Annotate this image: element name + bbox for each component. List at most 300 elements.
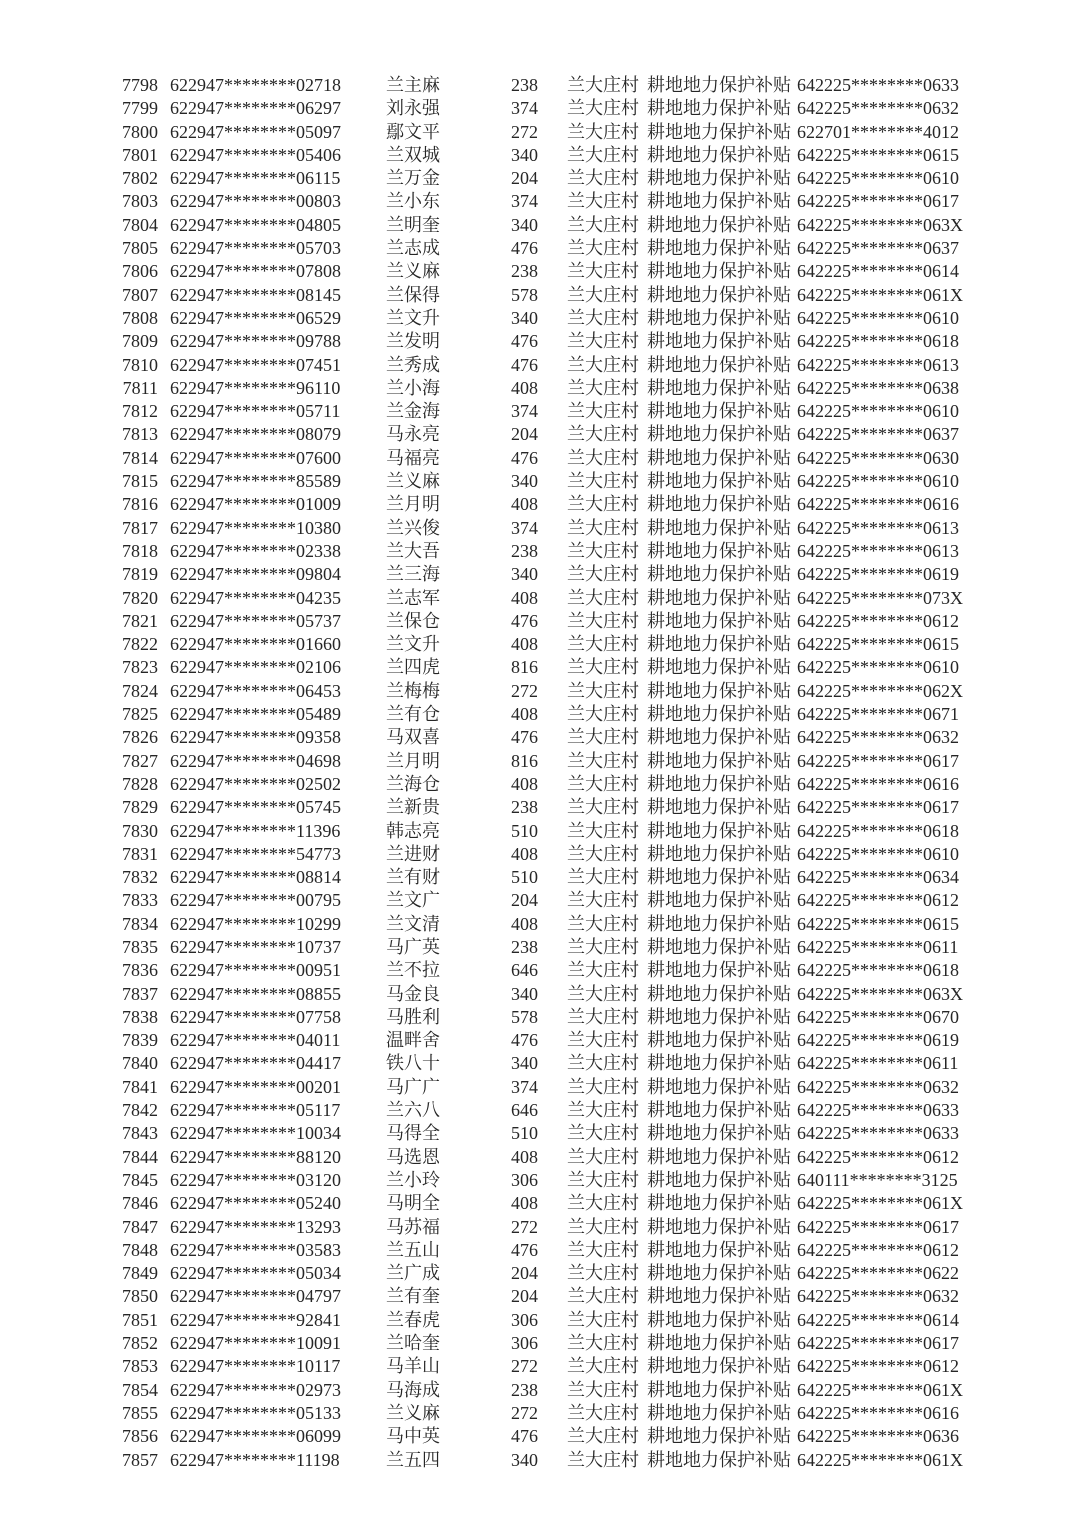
cell-person-name: 韩志亮 <box>386 820 440 841</box>
cell-person-name: 兰五山 <box>386 1239 440 1260</box>
cell-person-name: 兰小海 <box>386 377 440 398</box>
table-row <box>0 1216 1074 1239</box>
cell-subsidy-type: 耕地地力保护补贴 <box>647 1123 791 1144</box>
cell-bank-account: 642225********0619 <box>797 1030 959 1051</box>
cell-person-name: 兰有财 <box>386 867 440 888</box>
cell-person-name: 兰义麻 <box>386 261 440 282</box>
cell-person-name: 兰保得 <box>386 284 440 305</box>
cell-bank-account: 642225********0634 <box>797 867 959 888</box>
cell-village: 兰大庄村 <box>567 564 639 585</box>
cell-serial-number: 7828 <box>122 773 158 794</box>
table-row <box>0 913 1074 936</box>
cell-amount: 578 <box>511 1006 538 1027</box>
cell-amount: 374 <box>511 98 538 119</box>
cell-village: 兰大庄村 <box>567 354 639 375</box>
cell-id-number: 622947********02106 <box>170 657 341 678</box>
table-row <box>0 703 1074 726</box>
cell-subsidy-type: 耕地地力保护补贴 <box>647 843 791 864</box>
cell-subsidy-type: 耕地地力保护补贴 <box>647 377 791 398</box>
cell-subsidy-type: 耕地地力保护补贴 <box>647 307 791 328</box>
cell-bank-account: 642225********061X <box>797 1379 963 1400</box>
cell-id-number: 622947********92841 <box>170 1309 341 1330</box>
cell-subsidy-type: 耕地地力保护补贴 <box>647 1216 791 1237</box>
cell-subsidy-type: 耕地地力保护补贴 <box>647 447 791 468</box>
cell-bank-account: 642225********0632 <box>797 1076 959 1097</box>
cell-bank-account: 642225********0611 <box>797 1053 959 1074</box>
cell-amount: 238 <box>511 261 538 282</box>
cell-subsidy-type: 耕地地力保护补贴 <box>647 540 791 561</box>
cell-village: 兰大庄村 <box>567 191 639 212</box>
table-row <box>0 1146 1074 1169</box>
cell-village: 兰大庄村 <box>567 377 639 398</box>
cell-person-name: 兰六八 <box>386 1100 440 1121</box>
cell-subsidy-type: 耕地地力保护补贴 <box>647 1169 791 1190</box>
table-row <box>0 284 1074 307</box>
cell-bank-account: 640111********3125 <box>797 1169 958 1190</box>
cell-subsidy-type: 耕地地力保护补贴 <box>647 1193 791 1214</box>
cell-id-number: 622947********09358 <box>170 727 341 748</box>
cell-person-name: 兰哈奎 <box>386 1333 440 1354</box>
cell-person-name: 马羊山 <box>386 1356 440 1377</box>
table-row <box>0 633 1074 656</box>
cell-id-number: 622947********07758 <box>170 1006 341 1027</box>
cell-id-number: 622947********54773 <box>170 843 341 864</box>
cell-village: 兰大庄村 <box>567 517 639 538</box>
cell-id-number: 622947********03583 <box>170 1239 341 1260</box>
cell-amount: 340 <box>511 307 538 328</box>
cell-id-number: 622947********88120 <box>170 1146 341 1167</box>
cell-amount: 476 <box>511 1030 538 1051</box>
cell-village: 兰大庄村 <box>567 680 639 701</box>
cell-serial-number: 7803 <box>122 191 158 212</box>
cell-amount: 476 <box>511 727 538 748</box>
cell-serial-number: 7805 <box>122 238 158 259</box>
cell-person-name: 兰志成 <box>386 238 440 259</box>
cell-person-name: 铁八十 <box>386 1053 440 1074</box>
cell-bank-account: 642225********0615 <box>797 913 959 934</box>
cell-amount: 476 <box>511 1426 538 1447</box>
cell-village: 兰大庄村 <box>567 168 639 189</box>
cell-amount: 238 <box>511 797 538 818</box>
cell-bank-account: 642225********0632 <box>797 1286 959 1307</box>
cell-bank-account: 642225********061X <box>797 1193 963 1214</box>
cell-serial-number: 7825 <box>122 704 158 725</box>
cell-amount: 272 <box>511 680 538 701</box>
table-row <box>0 377 1074 400</box>
cell-person-name: 兰海仓 <box>386 773 440 794</box>
cell-person-name: 马胜利 <box>386 1006 440 1027</box>
cell-village: 兰大庄村 <box>567 144 639 165</box>
cell-village: 兰大庄村 <box>567 773 639 794</box>
table-row <box>0 889 1074 912</box>
cell-serial-number: 7800 <box>122 121 158 142</box>
cell-amount: 272 <box>511 1356 538 1377</box>
cell-village: 兰大庄村 <box>567 890 639 911</box>
cell-id-number: 622947********05703 <box>170 238 341 259</box>
cell-id-number: 622947********04011 <box>170 1030 341 1051</box>
cell-village: 兰大庄村 <box>567 1193 639 1214</box>
cell-village: 兰大庄村 <box>567 1239 639 1260</box>
cell-serial-number: 7817 <box>122 517 158 538</box>
cell-serial-number: 7813 <box>122 424 158 445</box>
cell-subsidy-type: 耕地地力保护补贴 <box>647 214 791 235</box>
cell-subsidy-type: 耕地地力保护补贴 <box>647 1263 791 1284</box>
table-row <box>0 750 1074 773</box>
cell-subsidy-type: 耕地地力保护补贴 <box>647 890 791 911</box>
cell-bank-account: 642225********0610 <box>797 843 959 864</box>
cell-bank-account: 642225********0617 <box>797 1333 959 1354</box>
table-row <box>0 1425 1074 1448</box>
table-row <box>0 400 1074 423</box>
cell-person-name: 兰月明 <box>386 750 440 771</box>
cell-village: 兰大庄村 <box>567 331 639 352</box>
cell-village: 兰大庄村 <box>567 1100 639 1121</box>
cell-village: 兰大庄村 <box>567 1286 639 1307</box>
cell-amount: 476 <box>511 354 538 375</box>
cell-village: 兰大庄村 <box>567 1379 639 1400</box>
cell-village: 兰大庄村 <box>567 610 639 631</box>
cell-bank-account: 642225********063X <box>797 983 963 1004</box>
cell-person-name: 兰小玲 <box>386 1169 440 1190</box>
table-row <box>0 1076 1074 1099</box>
table-row <box>0 726 1074 749</box>
cell-amount: 374 <box>511 401 538 422</box>
table-row <box>0 74 1074 97</box>
cell-person-name: 兰不拉 <box>386 960 440 981</box>
cell-person-name: 马得全 <box>386 1123 440 1144</box>
cell-amount: 306 <box>511 1169 538 1190</box>
cell-person-name: 马永亮 <box>386 424 440 445</box>
cell-serial-number: 7838 <box>122 1006 158 1027</box>
cell-bank-account: 642225********0619 <box>797 564 959 585</box>
table-row <box>0 1239 1074 1262</box>
cell-serial-number: 7823 <box>122 657 158 678</box>
cell-amount: 646 <box>511 960 538 981</box>
cell-subsidy-type: 耕地地力保护补贴 <box>647 494 791 515</box>
cell-subsidy-type: 耕地地力保护补贴 <box>647 1449 791 1470</box>
table-row <box>0 517 1074 540</box>
cell-subsidy-type: 耕地地力保护补贴 <box>647 1379 791 1400</box>
cell-amount: 476 <box>511 238 538 259</box>
cell-bank-account: 642225********0612 <box>797 1239 959 1260</box>
cell-serial-number: 7837 <box>122 983 158 1004</box>
cell-serial-number: 7847 <box>122 1216 158 1237</box>
cell-id-number: 622947********05117 <box>170 1100 341 1121</box>
cell-bank-account: 642225********0632 <box>797 727 959 748</box>
cell-serial-number: 7850 <box>122 1286 158 1307</box>
cell-amount: 816 <box>511 657 538 678</box>
cell-village: 兰大庄村 <box>567 820 639 841</box>
cell-id-number: 622947********09804 <box>170 564 341 585</box>
cell-id-number: 622947********06099 <box>170 1426 341 1447</box>
cell-serial-number: 7852 <box>122 1333 158 1354</box>
cell-village: 兰大庄村 <box>567 1263 639 1284</box>
table-row <box>0 307 1074 330</box>
table-row <box>0 540 1074 563</box>
cell-amount: 340 <box>511 1449 538 1470</box>
table-row <box>0 587 1074 610</box>
cell-amount: 374 <box>511 191 538 212</box>
cell-subsidy-type: 耕地地力保护补贴 <box>647 98 791 119</box>
cell-serial-number: 7831 <box>122 843 158 864</box>
cell-id-number: 622947********03120 <box>170 1169 341 1190</box>
cell-bank-account: 642225********073X <box>797 587 963 608</box>
cell-village: 兰大庄村 <box>567 238 639 259</box>
cell-person-name: 马海成 <box>386 1379 440 1400</box>
table-row <box>0 260 1074 283</box>
cell-id-number: 622947********05711 <box>170 401 341 422</box>
cell-village: 兰大庄村 <box>567 657 639 678</box>
cell-bank-account: 642225********0612 <box>797 1356 959 1377</box>
table-row <box>0 866 1074 889</box>
cell-subsidy-type: 耕地地力保护补贴 <box>647 983 791 1004</box>
cell-serial-number: 7843 <box>122 1123 158 1144</box>
cell-village: 兰大庄村 <box>567 284 639 305</box>
cell-id-number: 622947********06529 <box>170 307 341 328</box>
cell-village: 兰大庄村 <box>567 261 639 282</box>
cell-amount: 476 <box>511 331 538 352</box>
table-row <box>0 330 1074 353</box>
cell-subsidy-type: 耕地地力保护补贴 <box>647 1006 791 1027</box>
cell-amount: 476 <box>511 1239 538 1260</box>
cell-subsidy-type: 耕地地力保护补贴 <box>647 634 791 655</box>
cell-amount: 408 <box>511 913 538 934</box>
cell-bank-account: 642225********0613 <box>797 517 959 538</box>
cell-village: 兰大庄村 <box>567 1309 639 1330</box>
cell-bank-account: 642225********0633 <box>797 75 959 95</box>
cell-serial-number: 7819 <box>122 564 158 585</box>
cell-amount: 476 <box>511 447 538 468</box>
cell-subsidy-type: 耕地地力保护补贴 <box>647 913 791 934</box>
cell-id-number: 622947********05745 <box>170 797 341 818</box>
cell-person-name: 兰新贵 <box>386 797 440 818</box>
cell-id-number: 622947********04797 <box>170 1286 341 1307</box>
cell-subsidy-type: 耕地地力保护补贴 <box>647 610 791 631</box>
cell-amount: 204 <box>511 168 538 189</box>
cell-amount: 340 <box>511 214 538 235</box>
cell-village: 兰大庄村 <box>567 843 639 864</box>
cell-amount: 646 <box>511 1100 538 1121</box>
cell-person-name: 兰三海 <box>386 564 440 585</box>
cell-amount: 306 <box>511 1333 538 1354</box>
cell-serial-number: 7811 <box>122 377 158 398</box>
cell-person-name: 刘永强 <box>386 98 440 119</box>
table-row <box>0 983 1074 1006</box>
cell-serial-number: 7855 <box>122 1402 158 1423</box>
cell-subsidy-type: 耕地地力保护补贴 <box>647 168 791 189</box>
table-row <box>0 936 1074 959</box>
cell-serial-number: 7806 <box>122 261 158 282</box>
cell-village: 兰大庄村 <box>567 797 639 818</box>
table-row <box>0 1355 1074 1378</box>
table-row <box>0 1169 1074 1192</box>
cell-bank-account: 642225********0611 <box>797 936 959 957</box>
cell-amount: 408 <box>511 1146 538 1167</box>
cell-id-number: 622947********85589 <box>170 471 341 492</box>
cell-subsidy-type: 耕地地力保护补贴 <box>647 1286 791 1307</box>
cell-id-number: 622947********06115 <box>170 168 341 189</box>
cell-amount: 306 <box>511 1309 538 1330</box>
cell-village: 兰大庄村 <box>567 727 639 748</box>
cell-subsidy-type: 耕地地力保护补贴 <box>647 773 791 794</box>
cell-amount: 204 <box>511 890 538 911</box>
table-row <box>0 773 1074 796</box>
cell-subsidy-type: 耕地地力保护补贴 <box>647 401 791 422</box>
cell-serial-number: 7834 <box>122 913 158 934</box>
cell-serial-number: 7821 <box>122 610 158 631</box>
cell-village: 兰大庄村 <box>567 634 639 655</box>
cell-amount: 340 <box>511 1053 538 1074</box>
cell-amount: 272 <box>511 121 538 142</box>
table-row <box>0 1006 1074 1029</box>
cell-subsidy-type: 耕地地力保护补贴 <box>647 354 791 375</box>
cell-person-name: 兰进财 <box>386 843 440 864</box>
cell-serial-number: 7848 <box>122 1239 158 1260</box>
table-row <box>0 1192 1074 1215</box>
cell-village: 兰大庄村 <box>567 121 639 142</box>
cell-id-number: 622947********11396 <box>170 820 341 841</box>
cell-bank-account: 642225********0610 <box>797 657 959 678</box>
cell-amount: 204 <box>511 1263 538 1284</box>
cell-bank-account: 642225********0618 <box>797 820 959 841</box>
cell-village: 兰大庄村 <box>567 1333 639 1354</box>
cell-serial-number: 7832 <box>122 867 158 888</box>
cell-village: 兰大庄村 <box>567 960 639 981</box>
cell-subsidy-type: 耕地地力保护补贴 <box>647 1030 791 1051</box>
cell-subsidy-type: 耕地地力保护补贴 <box>647 1100 791 1121</box>
cell-person-name: 兰有仓 <box>386 704 440 725</box>
cell-bank-account: 642225********0618 <box>797 960 959 981</box>
cell-person-name: 兰兴俊 <box>386 517 440 538</box>
cell-person-name: 兰主麻 <box>386 75 440 95</box>
cell-bank-account: 642225********0613 <box>797 540 959 561</box>
cell-person-name: 马金良 <box>386 983 440 1004</box>
table-row <box>0 1449 1074 1472</box>
cell-person-name: 兰发明 <box>386 331 440 352</box>
cell-subsidy-type: 耕地地力保护补贴 <box>647 1309 791 1330</box>
cell-village: 兰大庄村 <box>567 1076 639 1097</box>
cell-person-name: 兰梅梅 <box>386 680 440 701</box>
table-row <box>0 820 1074 843</box>
cell-person-name: 兰义麻 <box>386 471 440 492</box>
cell-person-name: 兰文广 <box>386 890 440 911</box>
cell-serial-number: 7826 <box>122 727 158 748</box>
cell-bank-account: 642225********0618 <box>797 331 959 352</box>
cell-bank-account: 642225********0615 <box>797 634 959 655</box>
cell-serial-number: 7840 <box>122 1053 158 1074</box>
table-row <box>0 214 1074 237</box>
cell-bank-account: 642225********063X <box>797 214 963 235</box>
cell-serial-number: 7833 <box>122 890 158 911</box>
cell-serial-number: 7799 <box>122 98 158 119</box>
table-row <box>0 1402 1074 1425</box>
cell-id-number: 622947********01009 <box>170 494 341 515</box>
cell-subsidy-type: 耕地地力保护补贴 <box>647 820 791 841</box>
cell-bank-account: 642225********0614 <box>797 261 959 282</box>
cell-village: 兰大庄村 <box>567 913 639 934</box>
cell-person-name: 马中英 <box>386 1426 440 1447</box>
cell-amount: 238 <box>511 936 538 957</box>
cell-serial-number: 7844 <box>122 1146 158 1167</box>
cell-serial-number: 7810 <box>122 354 158 375</box>
cell-bank-account: 642225********0616 <box>797 1402 959 1423</box>
cell-bank-account: 642225********0610 <box>797 168 959 189</box>
cell-serial-number: 7804 <box>122 214 158 235</box>
cell-id-number: 622947********05489 <box>170 704 341 725</box>
cell-id-number: 622947********13293 <box>170 1216 341 1237</box>
table-row <box>0 354 1074 377</box>
cell-serial-number: 7802 <box>122 168 158 189</box>
cell-bank-account: 642225********0638 <box>797 377 959 398</box>
cell-amount: 238 <box>511 75 538 95</box>
cell-bank-account: 642225********0616 <box>797 773 959 794</box>
cell-person-name: 兰文升 <box>386 634 440 655</box>
table-row <box>0 97 1074 120</box>
cell-person-name: 兰双城 <box>386 144 440 165</box>
cell-village: 兰大庄村 <box>567 936 639 957</box>
cell-person-name: 兰月明 <box>386 494 440 515</box>
cell-amount: 340 <box>511 471 538 492</box>
cell-bank-account: 642225********062X <box>797 680 963 701</box>
cell-serial-number: 7829 <box>122 797 158 818</box>
cell-village: 兰大庄村 <box>567 471 639 492</box>
cell-serial-number: 7853 <box>122 1356 158 1377</box>
cell-id-number: 622947********06453 <box>170 680 341 701</box>
cell-person-name: 兰春虎 <box>386 1309 440 1330</box>
table-row <box>0 1309 1074 1332</box>
cell-amount: 510 <box>511 820 538 841</box>
cell-id-number: 622947********02502 <box>170 773 341 794</box>
cell-subsidy-type: 耕地地力保护补贴 <box>647 517 791 538</box>
cell-bank-account: 642225********0632 <box>797 98 959 119</box>
cell-subsidy-type: 耕地地力保护补贴 <box>647 1402 791 1423</box>
cell-amount: 408 <box>511 377 538 398</box>
cell-subsidy-type: 耕地地力保护补贴 <box>647 121 791 142</box>
cell-id-number: 622947********01660 <box>170 634 341 655</box>
cell-serial-number: 7818 <box>122 540 158 561</box>
cell-id-number: 622947********02338 <box>170 540 341 561</box>
cell-id-number: 622947********04805 <box>170 214 341 235</box>
cell-serial-number: 7841 <box>122 1076 158 1097</box>
table-row <box>0 656 1074 679</box>
cell-subsidy-type: 耕地地力保护补贴 <box>647 1356 791 1377</box>
cell-subsidy-type: 耕地地力保护补贴 <box>647 1053 791 1074</box>
cell-person-name: 兰明奎 <box>386 214 440 235</box>
cell-village: 兰大庄村 <box>567 424 639 445</box>
cell-village: 兰大庄村 <box>567 1123 639 1144</box>
cell-serial-number: 7836 <box>122 960 158 981</box>
cell-bank-account: 622701********4012 <box>797 121 959 142</box>
cell-id-number: 622947********05097 <box>170 121 341 142</box>
cell-subsidy-type: 耕地地力保护补贴 <box>647 587 791 608</box>
cell-village: 兰大庄村 <box>567 1006 639 1027</box>
cell-person-name: 兰保仓 <box>386 610 440 631</box>
cell-person-name: 兰五四 <box>386 1449 440 1470</box>
cell-bank-account: 642225********0670 <box>797 1006 959 1027</box>
cell-person-name: 兰有奎 <box>386 1286 440 1307</box>
cell-bank-account: 642225********0610 <box>797 307 959 328</box>
cell-subsidy-type: 耕地地力保护补贴 <box>647 261 791 282</box>
cell-village: 兰大庄村 <box>567 1053 639 1074</box>
cell-id-number: 622947********07451 <box>170 354 341 375</box>
cell-serial-number: 7801 <box>122 144 158 165</box>
table-row <box>0 144 1074 167</box>
cell-serial-number: 7857 <box>122 1449 158 1470</box>
cell-person-name: 兰文清 <box>386 913 440 934</box>
table-row <box>0 796 1074 819</box>
cell-id-number: 622947********07808 <box>170 261 341 282</box>
cell-id-number: 622947********08855 <box>170 983 341 1004</box>
